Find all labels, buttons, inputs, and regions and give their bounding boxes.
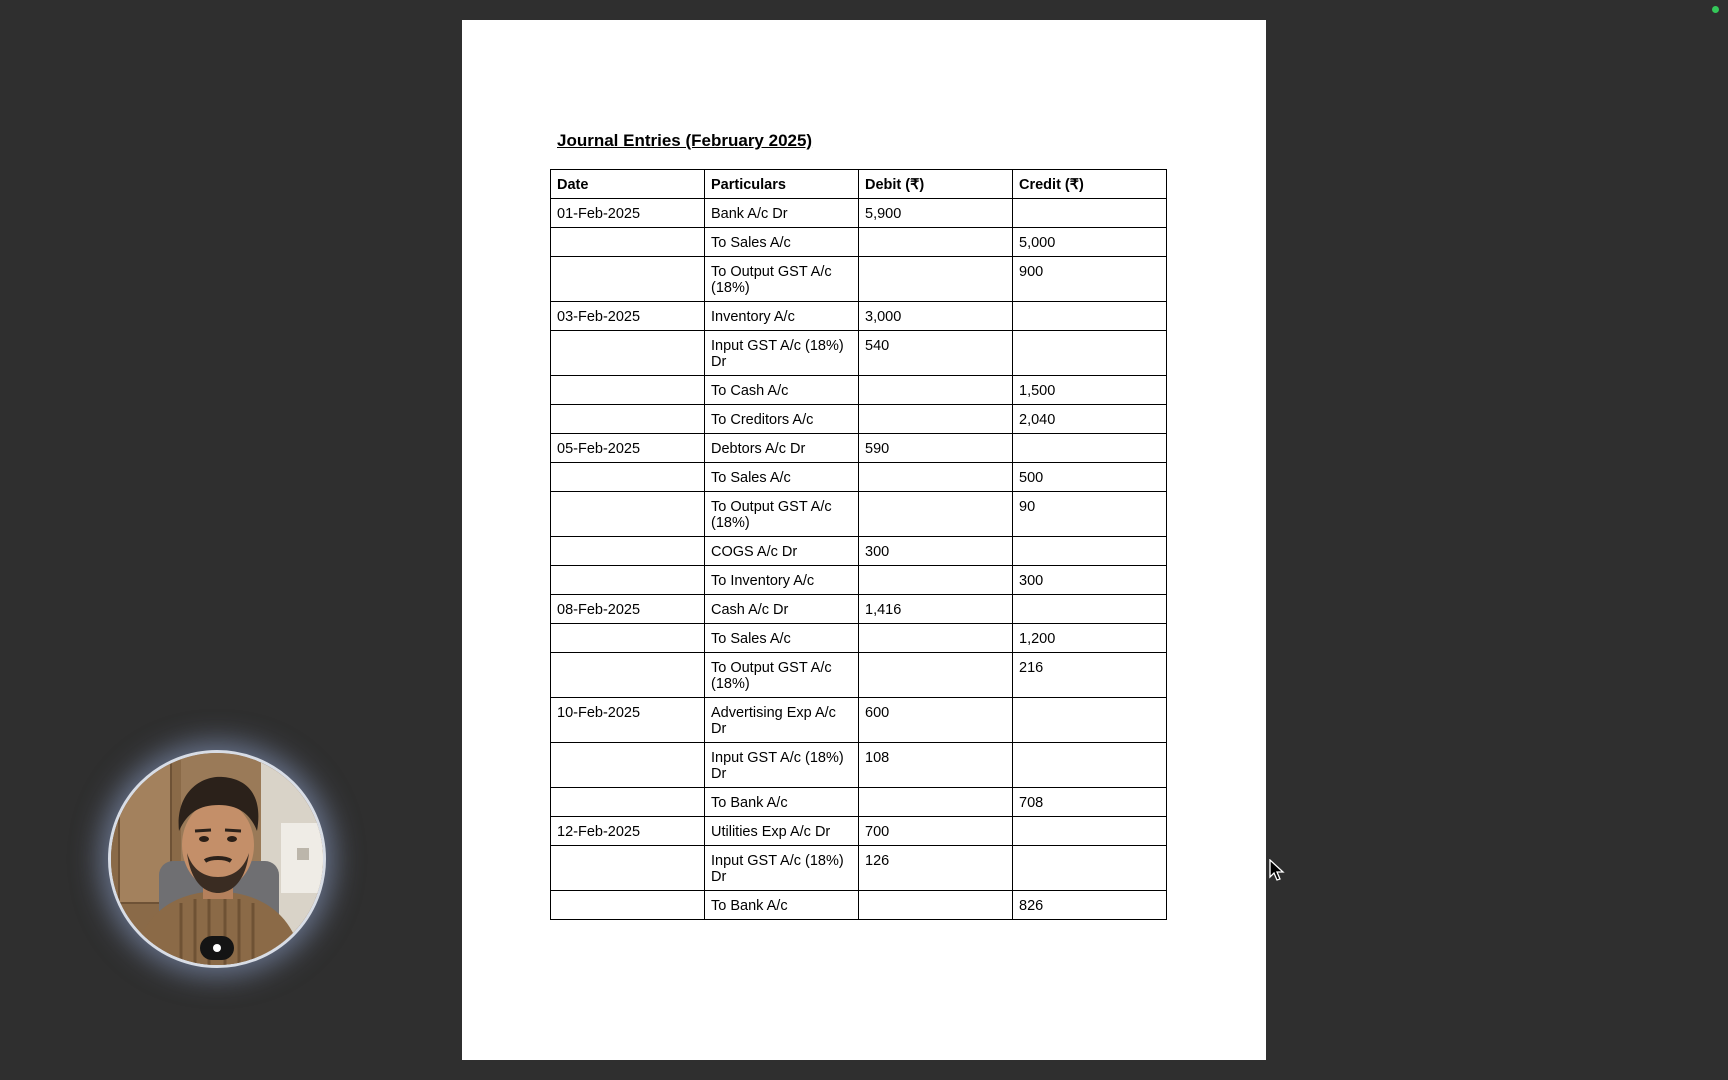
cell-particulars: To Output GST A/c (18%)	[705, 653, 859, 698]
cell-credit: 2,040	[1013, 405, 1167, 434]
cell-debit: 1,416	[859, 595, 1013, 624]
column-header-credit: Credit (₹)	[1013, 170, 1167, 199]
table-row	[551, 405, 1167, 434]
table-row	[551, 257, 1167, 302]
cell-date	[551, 257, 705, 302]
cell-debit	[859, 492, 1013, 537]
cell-particulars: To Output GST A/c (18%)	[705, 257, 859, 302]
table-header-row	[551, 170, 1167, 199]
cell-date	[551, 788, 705, 817]
cell-date: 10-Feb-2025	[551, 698, 705, 743]
cell-debit	[859, 891, 1013, 920]
table-row	[551, 228, 1167, 257]
cell-particulars: Bank A/c Dr	[705, 199, 859, 228]
cell-particulars: Debtors A/c Dr	[705, 434, 859, 463]
cell-date	[551, 743, 705, 788]
cell-debit: 3,000	[859, 302, 1013, 331]
cell-debit	[859, 463, 1013, 492]
cell-credit: 5,000	[1013, 228, 1167, 257]
table-row	[551, 846, 1167, 891]
cell-credit	[1013, 434, 1167, 463]
cell-date: 08-Feb-2025	[551, 595, 705, 624]
cell-credit	[1013, 817, 1167, 846]
table-row	[551, 463, 1167, 492]
table-row	[551, 434, 1167, 463]
cell-debit: 300	[859, 537, 1013, 566]
cell-date: 03-Feb-2025	[551, 302, 705, 331]
cell-debit	[859, 376, 1013, 405]
recording-status-indicator	[1712, 6, 1719, 13]
table-row	[551, 698, 1167, 743]
cell-debit	[859, 788, 1013, 817]
cell-date	[551, 891, 705, 920]
cell-particulars: To Bank A/c	[705, 788, 859, 817]
cell-credit: 300	[1013, 566, 1167, 595]
column-header-particulars: Particulars	[705, 170, 859, 199]
cell-credit	[1013, 743, 1167, 788]
cell-credit: 708	[1013, 788, 1167, 817]
table-row	[551, 376, 1167, 405]
cell-date	[551, 492, 705, 537]
presenter-video-feed	[111, 753, 323, 965]
cell-credit: 826	[1013, 891, 1167, 920]
cell-date	[551, 846, 705, 891]
table-row	[551, 595, 1167, 624]
table-row	[551, 537, 1167, 566]
table-row	[551, 199, 1167, 228]
mouse-pointer-icon	[1269, 859, 1285, 883]
cell-date: 05-Feb-2025	[551, 434, 705, 463]
column-header-date: Date	[551, 170, 705, 199]
cell-date	[551, 228, 705, 257]
journal-table-body	[551, 199, 1167, 920]
cell-debit: 540	[859, 331, 1013, 376]
cell-debit	[859, 405, 1013, 434]
cell-credit	[1013, 846, 1167, 891]
cell-particulars: To Sales A/c	[705, 624, 859, 653]
table-row	[551, 891, 1167, 920]
cell-date	[551, 653, 705, 698]
cell-debit: 126	[859, 846, 1013, 891]
cell-debit	[859, 228, 1013, 257]
table-row	[551, 566, 1167, 595]
cell-credit: 1,500	[1013, 376, 1167, 405]
table-row	[551, 817, 1167, 846]
cell-particulars: Input GST A/c (18%) Dr	[705, 331, 859, 376]
cell-particulars: To Creditors A/c	[705, 405, 859, 434]
cell-particulars: To Cash A/c	[705, 376, 859, 405]
cell-date	[551, 331, 705, 376]
cell-particulars: To Sales A/c	[705, 463, 859, 492]
cell-date	[551, 463, 705, 492]
table-row	[551, 653, 1167, 698]
table-row	[551, 788, 1167, 817]
cell-credit	[1013, 331, 1167, 376]
cell-date	[551, 376, 705, 405]
cell-credit	[1013, 698, 1167, 743]
cell-debit	[859, 257, 1013, 302]
table-row	[551, 624, 1167, 653]
cell-credit	[1013, 537, 1167, 566]
table-row	[551, 302, 1167, 331]
cell-debit: 5,900	[859, 199, 1013, 228]
cell-particulars: To Sales A/c	[705, 228, 859, 257]
document-title: Journal Entries (February 2025)	[557, 131, 813, 150]
cell-date	[551, 405, 705, 434]
cell-date: 12-Feb-2025	[551, 817, 705, 846]
cell-credit: 500	[1013, 463, 1167, 492]
table-row	[551, 492, 1167, 537]
cell-particulars: To Bank A/c	[705, 891, 859, 920]
cell-particulars: To Output GST A/c (18%)	[705, 492, 859, 537]
table-row	[551, 331, 1167, 376]
cell-debit	[859, 566, 1013, 595]
cell-credit: 90	[1013, 492, 1167, 537]
cell-particulars: Utilities Exp A/c Dr	[705, 817, 859, 846]
cell-debit	[859, 653, 1013, 698]
cell-debit: 700	[859, 817, 1013, 846]
journal-entries-table	[550, 169, 1167, 920]
cell-date	[551, 537, 705, 566]
cell-credit	[1013, 199, 1167, 228]
table-row	[551, 743, 1167, 788]
cell-debit: 600	[859, 698, 1013, 743]
cell-particulars: Input GST A/c (18%) Dr	[705, 846, 859, 891]
cell-credit: 216	[1013, 653, 1167, 698]
cell-date: 01-Feb-2025	[551, 199, 705, 228]
cell-particulars: Cash A/c Dr	[705, 595, 859, 624]
record-dot-icon[interactable]	[200, 936, 234, 960]
cell-particulars: COGS A/c Dr	[705, 537, 859, 566]
cell-debit	[859, 624, 1013, 653]
cell-debit: 590	[859, 434, 1013, 463]
cell-date	[551, 566, 705, 595]
document-page	[462, 20, 1266, 1060]
cell-particulars: Input GST A/c (18%) Dr	[705, 743, 859, 788]
cell-particulars: To Inventory A/c	[705, 566, 859, 595]
cell-credit: 1,200	[1013, 624, 1167, 653]
cell-credit	[1013, 302, 1167, 331]
cell-debit: 108	[859, 743, 1013, 788]
cell-credit	[1013, 595, 1167, 624]
cell-credit: 900	[1013, 257, 1167, 302]
column-header-debit: Debit (₹)	[859, 170, 1013, 199]
cell-particulars: Inventory A/c	[705, 302, 859, 331]
cell-particulars: Advertising Exp A/c Dr	[705, 698, 859, 743]
cell-date	[551, 624, 705, 653]
